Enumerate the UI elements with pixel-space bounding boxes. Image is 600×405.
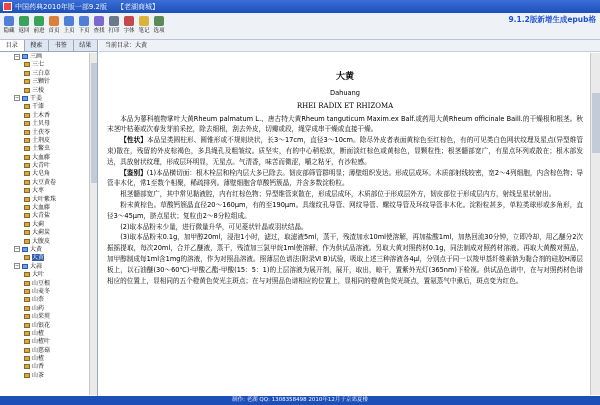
page-icon — [24, 163, 30, 168]
tree-label: 土木香 — [32, 111, 51, 119]
tree-label: 山慈菇 — [32, 346, 51, 354]
paragraph-sublimation: (2)取本品粉末少量，进行微量升华，可见菱状针晶或羽状结晶。 — [120, 222, 308, 231]
tree-item[interactable] — [14, 296, 90, 304]
tree-label: 土鳖虫 — [32, 145, 51, 153]
toolbar-button-2[interactable] — [32, 14, 46, 39]
tree-item[interactable] — [14, 288, 90, 296]
toolbar-button-9[interactable] — [137, 14, 151, 39]
tree-label: 山豆根 — [32, 279, 51, 287]
left-panel — [0, 40, 98, 396]
tree-label: 山楂 — [32, 355, 45, 363]
page-icon — [24, 71, 30, 76]
options-icon — [154, 16, 164, 26]
tree-item[interactable] — [14, 238, 90, 246]
tree-item[interactable] — [14, 87, 90, 95]
tree-item[interactable] — [14, 254, 90, 262]
tree-item[interactable] — [14, 61, 90, 69]
toolbar-button-8[interactable] — [122, 14, 136, 39]
page-icon — [24, 138, 30, 143]
hide-icon — [4, 16, 14, 26]
toolbar-button-label: 下页 — [78, 28, 90, 34]
search-icon — [94, 16, 104, 26]
tree-label: 大血藤 — [32, 153, 51, 161]
status-bar: 制作: 老湖 QQ: 1308358498 2010年12月于京郊夏楼 — [0, 396, 600, 405]
page-icon — [24, 113, 30, 118]
collapse-toggle-icon[interactable]: − — [15, 263, 20, 270]
tree-folder[interactable] — [14, 95, 90, 103]
tree-label: 大皂角 — [32, 170, 51, 178]
paragraph-powder: 粉末黄棕色。草酸钙簇晶直径20～160μm，有的至190μm。具缘纹孔导管、网纹导管、螺纹导管及环纹导管非木化。淀粉粒甚多，单粒类球形或多角形，直径3～45μm，脐点星状；复粒由2～8分粒组成。 — [107, 200, 583, 220]
tree-item[interactable] — [14, 170, 90, 178]
tree-item[interactable] — [14, 187, 90, 195]
page-icon — [24, 104, 30, 109]
content-scrollbar[interactable] — [590, 53, 600, 395]
content-frame — [99, 40, 600, 396]
tree-item[interactable] — [14, 229, 90, 237]
page-icon — [24, 171, 30, 176]
tree-label: 大黄 — [30, 245, 43, 253]
tree-item[interactable] — [14, 330, 90, 338]
tree-label: 干姜 — [30, 94, 43, 102]
tree-item[interactable] — [14, 271, 90, 279]
tree-item[interactable] — [14, 137, 90, 145]
prev-page-icon — [64, 16, 74, 26]
tree-item[interactable] — [14, 305, 90, 313]
page-icon — [24, 331, 30, 336]
tree-label: 大蓟 — [32, 220, 45, 228]
window-title-suffix: 【老湖商城】 — [116, 2, 159, 11]
tree-label: 三七 — [32, 61, 45, 69]
page-icon — [24, 306, 30, 311]
tree-folder[interactable] — [14, 53, 90, 61]
tree-item[interactable] — [14, 355, 90, 363]
page-icon — [24, 130, 30, 135]
toolbar-button-label: 隐藏 — [3, 28, 15, 34]
tree-label: 土荆皮 — [32, 136, 51, 144]
tree-scroll-thumb[interactable] — [91, 63, 97, 183]
tree-item[interactable] — [14, 154, 90, 162]
paragraph-tlc: (3)取本品粉末0.1g，加甲醇20ml，浸泡1小时，滤过，取滤液5ml，蒸干，残渣加水10ml使溶解，再加盐酸1ml，加热回流30分钟，立即冷却，用乙醚分2次振摇提取，每次20ml，合并乙醚液，蒸干，残渣加三氯甲烷1ml使溶解，作为供试品溶液。另取大黄对照药材0.1g，同法制成对照药材溶液。再取大黄酸对照品，加甲醇制成每1ml含1mg的溶液，作为对照品溶液。照薄层色谱法(附录Ⅵ B)试验，吸取上述三种溶液各4μl，分别点于同一以羧甲基纤维素钠为黏合剂的硅胶H薄层板上，以石油醚(30～60℃)-甲酸乙酯-甲酸(15：5：1)的上层溶液为展开剂，展开，取出，晾干，置紫外光灯(365nm)下检视。供试品色谱中，在与对照药材色谱相应的位置上，显相同的五个橙黄色荧光主斑点；在与对照品色谱相应的位置上，显相同的橙黄色荧光斑点，置氨蒸气中熏后，斑点变为红色。 — [107, 233, 583, 285]
tree-label: 山香 — [32, 363, 45, 371]
tree-label: 大蓟炭 — [32, 229, 51, 237]
page-icon — [24, 314, 30, 319]
toolbar-button-label: 首页 — [48, 28, 60, 34]
tree-folder[interactable] — [14, 246, 90, 254]
tree-label: 大血藤 — [32, 204, 51, 212]
page-icon — [24, 281, 30, 286]
tree-item[interactable] — [14, 162, 90, 170]
promo-banner[interactable]: 9.1.2版新增生成epub格 — [508, 15, 596, 24]
page-icon — [24, 197, 30, 202]
page-title: 大黄 — [335, 72, 354, 82]
toolbar-button-1[interactable] — [17, 14, 31, 39]
toolbar-button-4[interactable] — [62, 14, 76, 39]
tree-label: 三颗针 — [32, 78, 51, 86]
paragraph-text: 本品呈类圆柱形、圆锥形或不规则块状，长3～17cm，直径3～10cm。除尽外皮者表面黄棕色至红棕色，有的可见类白色网状纹理及星点(异型维管束)散在，残留的外皮棕褐色，多具绳孔及粗皱纹。质坚实，有的中心稍松软，断面淡红棕色或黄棕色，显颗粒性；根茎髓部宽广，有星点环列或散在；根木部发达，具放射状纹理，形成层环明显，无星点。气清香，味苦而微涩，嚼之粘牙，有沙粒感。 — [107, 136, 583, 166]
tree-label: 三白草 — [32, 69, 51, 77]
tree-label: 土茯苓 — [32, 128, 51, 136]
tree-item[interactable] — [14, 363, 90, 371]
page-icon — [24, 62, 30, 67]
tree-label: 大豆黄卷 — [32, 178, 57, 186]
page-icon — [24, 155, 30, 160]
paragraph-characters — [107, 135, 583, 167]
tree-item[interactable] — [14, 120, 90, 128]
page-icon — [24, 348, 30, 353]
tree-label: 大青叶 — [32, 162, 51, 170]
app-icon — [3, 2, 12, 11]
tree-label: 干漆 — [32, 103, 45, 111]
breadcrumb: 当前目录：大黄 — [99, 40, 600, 52]
page-icon — [24, 146, 30, 151]
page-icon — [24, 205, 30, 210]
tree-label: 山楂叶 — [32, 338, 51, 346]
page-icon — [24, 323, 30, 328]
tree-item[interactable] — [14, 221, 90, 229]
tree-label: 土贝母 — [32, 120, 51, 128]
toolbar-button-3[interactable] — [47, 14, 61, 39]
tree-item[interactable] — [14, 78, 90, 86]
window-title: 中国药典2010年版一部9.2版 — [15, 2, 107, 11]
home-icon — [49, 16, 59, 26]
collapse-toggle-icon[interactable]: − — [15, 95, 20, 102]
page-icon — [24, 272, 30, 277]
toolbar-button-6[interactable] — [92, 14, 106, 39]
page-icon — [24, 356, 30, 361]
tree-label: 三棱 — [32, 86, 45, 94]
next-page-icon — [79, 16, 89, 26]
tree-label: 三画 — [30, 53, 43, 60]
toolbar-button-7[interactable] — [107, 14, 121, 39]
paragraph-text: (1)本品横切面：根木栓层和栓内层大多已除去。韧皮部筛管群明显；薄壁组织发达。形成层成环。木质部射线较密，宽2～4列细胞，内含棕色物；导管非木化，常1至数个相聚，稀疏排列。薄壁细胞含草酸钙簇晶，并含多数淀粉粒。 — [107, 168, 583, 188]
tree-label: 大叶 — [32, 271, 45, 279]
tree-label: 大蒜 — [30, 262, 43, 270]
tree-item[interactable] — [14, 70, 90, 78]
tree-item[interactable] — [14, 204, 90, 212]
tree-scrollbar[interactable] — [89, 53, 97, 395]
page-icon — [24, 255, 30, 260]
tree-item[interactable] — [14, 179, 90, 187]
tree-item[interactable] — [14, 103, 90, 111]
page-icon — [24, 364, 30, 369]
page-icon — [24, 230, 30, 235]
page-icon — [24, 222, 30, 227]
title-bar — [0, 0, 600, 13]
page-icon — [24, 373, 30, 378]
tree-item[interactable] — [14, 347, 90, 355]
tab-results[interactable]: 结果 — [74, 40, 99, 51]
tree-label: 山银花 — [32, 321, 51, 329]
toolbar-button-label: 查找 — [93, 28, 105, 34]
open-book-icon — [22, 96, 28, 101]
tree-item[interactable] — [14, 338, 90, 346]
toolbar-button-label: 选项 — [153, 28, 165, 34]
note-icon — [139, 16, 149, 26]
section-heading: 【性状】 — [120, 136, 147, 145]
toolbar-button-5[interactable] — [77, 14, 91, 39]
forward-icon — [34, 16, 44, 26]
tree-label: 山茱萸 — [32, 313, 51, 321]
article — [107, 53, 583, 395]
tree-label: 山柰 — [32, 296, 45, 304]
content-scroll-thumb[interactable] — [592, 93, 600, 153]
tree-item[interactable] — [14, 112, 90, 120]
print-icon — [109, 16, 119, 26]
tree-item[interactable] — [14, 313, 90, 321]
tree-item[interactable] — [14, 280, 90, 288]
toolbar-button-label: 字体 — [123, 28, 135, 34]
toolbar-button-label: 前进 — [33, 28, 45, 34]
page-icon — [24, 188, 30, 193]
collapse-toggle-icon[interactable]: − — [15, 246, 20, 253]
section-heading: 【鉴别】 — [120, 168, 147, 177]
paragraph-rhizome: 根茎髓部宽广，其中常见黏液腔，内有红棕色物；异型维管束散在，形成层成环，木质部位于形成层外方，韧皮部位于形成层内方，射线呈星状射出。 — [120, 190, 556, 199]
page-icon — [24, 79, 30, 84]
font-icon — [124, 16, 134, 26]
tree-label: 大青盐 — [32, 212, 51, 220]
page-icon — [24, 88, 30, 93]
tree-item[interactable] — [14, 145, 90, 153]
tab-search[interactable]: 搜索 — [25, 40, 50, 51]
toolbar-button-label: 打印 — [108, 28, 120, 34]
pinyin-name: Dahuang — [330, 89, 360, 97]
open-book-icon — [22, 247, 28, 252]
left-tabs — [0, 40, 98, 52]
paragraph-source: 本品为蓼科植物掌叶大黄Rheum palmatum L.、唐古特大黄Rheum tanguticum Maxim.ex Balf.或药用大黄Rheum officinale Baill.的干燥根和根茎。秋末茎叶枯萎或次春发芽前采挖，除去细根，刮去外皮，切瓣或段，绳穿成串干燥或直接干燥。 — [107, 114, 583, 134]
tree-label: 大枣 — [32, 187, 45, 195]
page-icon — [24, 239, 30, 244]
tree-folder[interactable] — [14, 263, 90, 271]
page-icon — [24, 213, 30, 218]
tree-label: 山药 — [32, 304, 45, 312]
tree-label: 山茶 — [32, 371, 45, 379]
paragraph-identification — [107, 168, 583, 190]
page-icon — [24, 180, 30, 185]
tree-label: 大叶紫珠 — [32, 195, 57, 203]
contents-tree — [0, 53, 90, 395]
tree-label: 山麦冬 — [32, 287, 51, 295]
tree-item[interactable] — [14, 196, 90, 204]
toolbar-button-label: 返回 — [18, 28, 30, 34]
tab-contents[interactable]: 目录 — [0, 40, 25, 51]
toolbar-button-0[interactable] — [2, 14, 16, 39]
page-icon — [24, 289, 30, 294]
tree-item[interactable] — [14, 372, 90, 380]
toolbar-button-10[interactable] — [152, 14, 166, 39]
page-icon — [24, 121, 30, 126]
collapse-toggle-icon[interactable]: − — [15, 53, 20, 60]
page-icon — [24, 297, 30, 302]
tree-item[interactable] — [14, 212, 90, 220]
tree-label: 大黄 — [32, 254, 45, 262]
tab-bookmarks[interactable]: 书签 — [49, 40, 74, 51]
latin-name: RHEI RADIX ET RHIZOMA — [296, 101, 394, 110]
tree-item[interactable] — [14, 129, 90, 137]
tree-label: 大腹皮 — [32, 237, 51, 245]
toolbar-button-label: 上页 — [63, 28, 75, 34]
page-icon — [24, 339, 30, 344]
tree-item[interactable] — [14, 322, 90, 330]
toolbar-button-label: 笔记 — [138, 28, 150, 34]
open-book-icon — [22, 264, 28, 269]
open-book-icon — [22, 54, 28, 59]
tree-label: 山楂 — [32, 329, 45, 337]
back-icon — [19, 16, 29, 26]
